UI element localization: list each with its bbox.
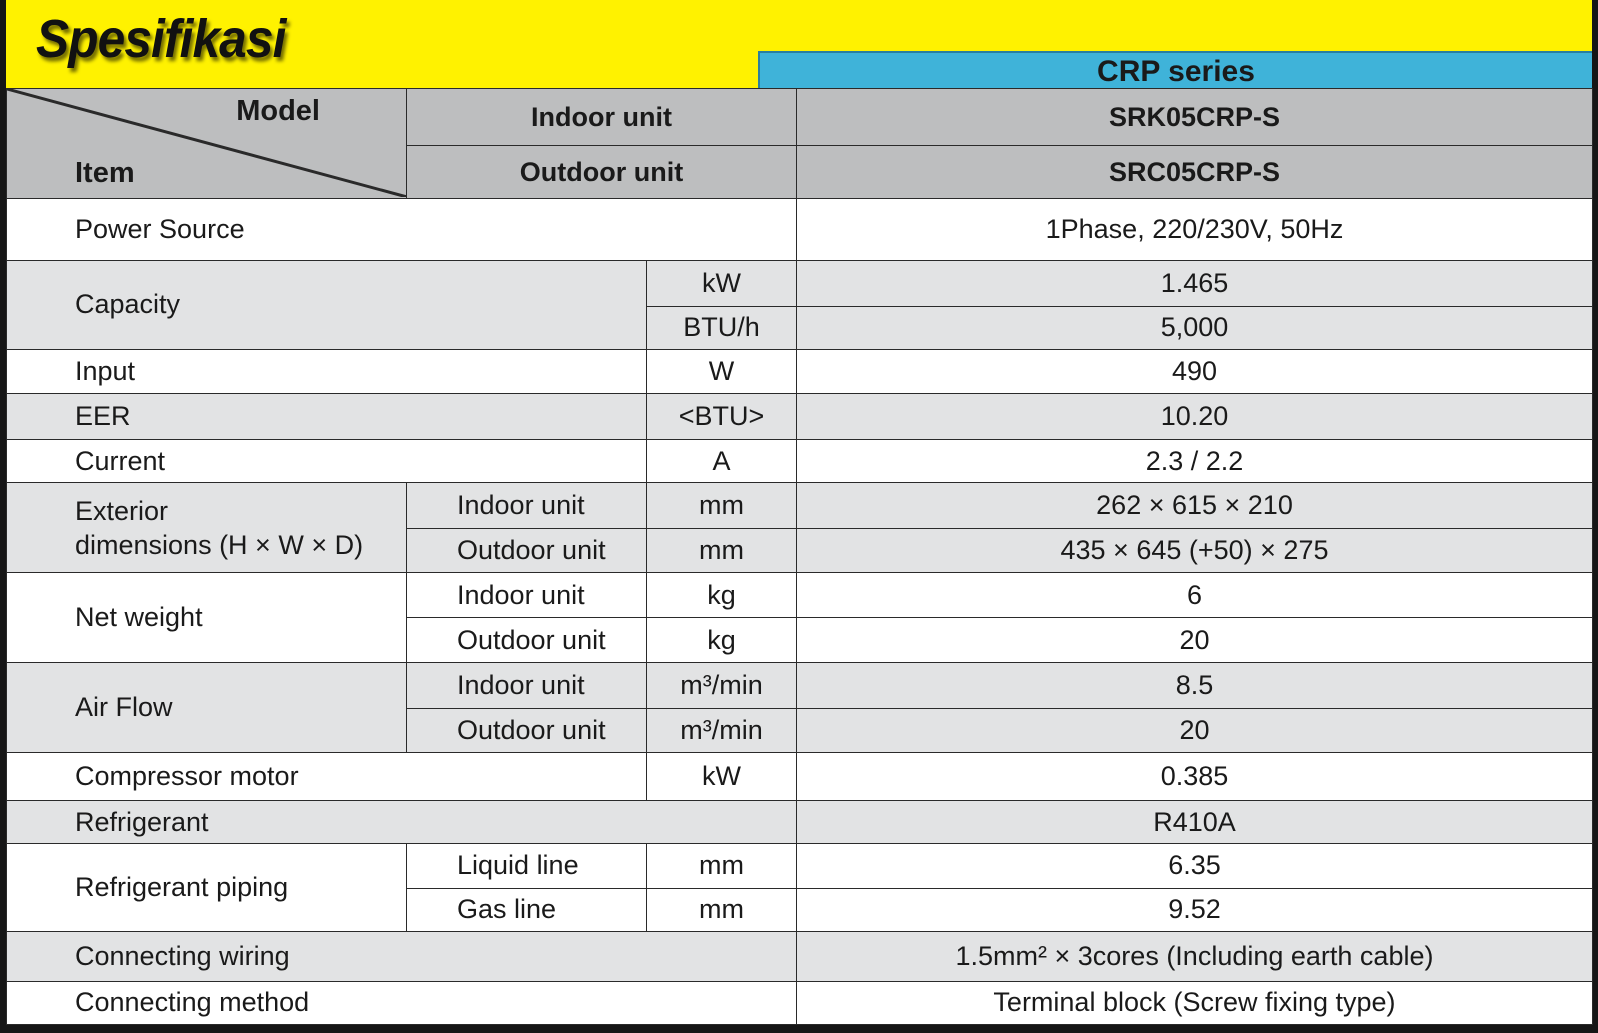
air-flow-outdoor-label: Outdoor unit [407, 709, 647, 753]
air-flow-indoor-value: 8.5 [797, 663, 1593, 709]
exterior-dimensions-label [7, 483, 407, 573]
exterior-outdoor-label: Outdoor unit [407, 529, 647, 573]
method-label: Connecting method [7, 981, 797, 1024]
method-value: Terminal block (Screw fixing type) [797, 981, 1593, 1024]
piping-gas-value: 9.52 [797, 888, 1593, 931]
exterior-outdoor-unit: mm [647, 529, 797, 573]
model-item-header [7, 89, 407, 199]
spec-table [6, 88, 1593, 1025]
exterior-label-line2: dimensions (H × W × D) [75, 529, 364, 560]
net-weight-indoor-value: 6 [797, 573, 1593, 618]
current-label: Current [7, 440, 647, 483]
table-row [7, 483, 1593, 529]
exterior-indoor-value: 262 × 615 × 210 [797, 483, 1593, 529]
input-value: 490 [797, 349, 1593, 394]
outdoor-unit-header: Outdoor unit [407, 146, 797, 199]
net-weight-outdoor-label: Outdoor unit [407, 618, 647, 663]
indoor-model: SRK05CRP-S [797, 89, 1593, 146]
diagonal-divider [7, 89, 407, 197]
capacity-unit-btu: BTU/h [647, 306, 797, 349]
air-flow-outdoor-value: 20 [797, 709, 1593, 753]
wiring-label: Connecting wiring [7, 931, 797, 981]
net-weight-label: Net weight [7, 573, 407, 663]
input-label: Input [7, 349, 647, 394]
exterior-indoor-label: Indoor unit [407, 483, 647, 529]
air-flow-indoor-unit: m³/min [647, 663, 797, 709]
table-row [7, 349, 1593, 394]
capacity-value-btu: 5,000 [797, 306, 1593, 349]
refrigerant-label: Refrigerant [7, 801, 797, 844]
page-title: Spesifikasi [36, 9, 286, 69]
piping-liquid-value: 6.35 [797, 843, 1593, 888]
power-source-value: 1Phase, 220/230V, 50Hz [797, 199, 1593, 260]
indoor-unit-header: Indoor unit [407, 89, 797, 146]
refrigerant-value: R410A [797, 801, 1593, 844]
input-unit: W [647, 349, 797, 394]
table-row [7, 801, 1593, 844]
compressor-unit: kW [647, 753, 797, 801]
table-row [7, 843, 1593, 888]
eer-label: EER [7, 394, 647, 440]
air-flow-indoor-label: Indoor unit [407, 663, 647, 709]
air-flow-outdoor-unit: m³/min [647, 709, 797, 753]
piping-gas-unit: mm [647, 888, 797, 931]
item-label: Item [75, 157, 135, 190]
compressor-label: Compressor motor [7, 753, 647, 801]
air-flow-label: Air Flow [7, 663, 407, 753]
table-row [7, 260, 1593, 306]
series-label: CRP series [758, 51, 1592, 88]
net-weight-outdoor-value: 20 [797, 618, 1593, 663]
table-row [7, 753, 1593, 801]
capacity-unit-kw: kW [647, 260, 797, 306]
current-value: 2.3 / 2.2 [797, 440, 1593, 483]
piping-label: Refrigerant piping [7, 843, 407, 931]
exterior-label-line1: Exterior [75, 495, 169, 526]
table-row [7, 573, 1593, 618]
capacity-label: Capacity [7, 260, 647, 349]
exterior-outdoor-value: 435 × 645 (+50) × 275 [797, 529, 1593, 573]
table-row [7, 199, 1593, 260]
current-unit: A [647, 440, 797, 483]
table-row [7, 981, 1593, 1024]
eer-unit: <BTU> [647, 394, 797, 440]
power-source-label: Power Source [7, 199, 797, 260]
table-row [7, 394, 1593, 440]
net-weight-indoor-label: Indoor unit [407, 573, 647, 618]
outdoor-model: SRC05CRP-S [797, 146, 1593, 199]
piping-gas-label: Gas line [407, 888, 647, 931]
compressor-value: 0.385 [797, 753, 1593, 801]
net-weight-outdoor-unit: kg [647, 618, 797, 663]
net-weight-indoor-unit: kg [647, 573, 797, 618]
table-row [7, 931, 1593, 981]
capacity-value-kw: 1.465 [797, 260, 1593, 306]
wiring-value: 1.5mm² × 3cores (Including earth cable) [797, 931, 1593, 981]
table-row [7, 663, 1593, 709]
piping-liquid-unit: mm [647, 843, 797, 888]
eer-value: 10.20 [797, 394, 1593, 440]
piping-liquid-label: Liquid line [407, 843, 647, 888]
table-row [7, 440, 1593, 483]
exterior-indoor-unit: mm [647, 483, 797, 529]
model-label: Model [236, 95, 320, 127]
